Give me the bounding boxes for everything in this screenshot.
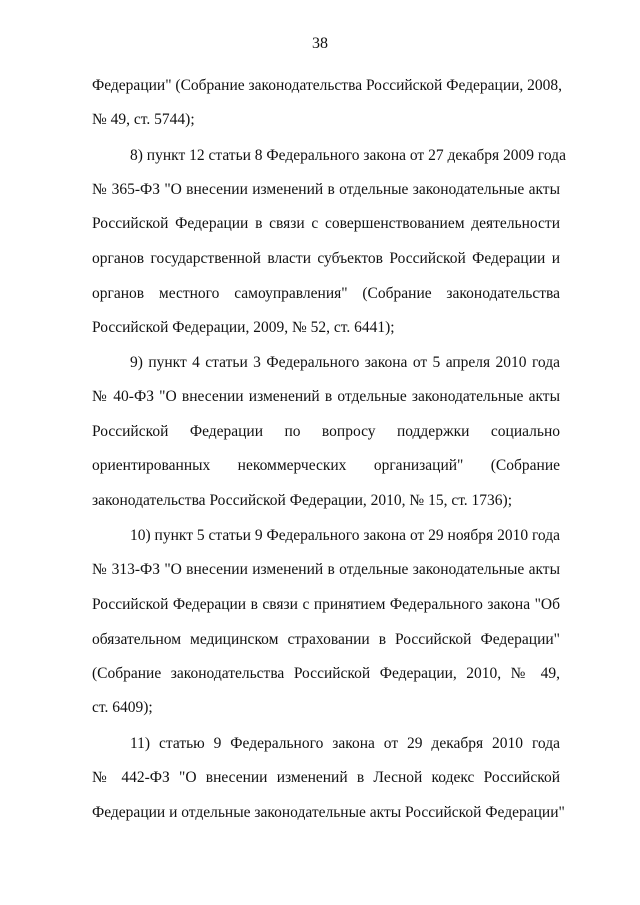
text-line: Федерации и отдельные законодательные акты Российской Федерации" xyxy=(92,804,565,821)
text-line: 9) пункт 4 статьи 3 Федерального закона от 5 апреля 2010 года xyxy=(130,354,560,371)
page-number: 38 xyxy=(312,35,328,52)
text-line: Российской Федерации по вопросу поддержки социально xyxy=(92,423,560,440)
text-line: Федерации" (Собрание законодательства Российской Федерации, 2008, xyxy=(92,77,563,94)
text-line: № 49, ст. 5744); xyxy=(92,111,195,128)
text-line: обязательном медицинском страховании в Российской Федерации" xyxy=(92,631,560,648)
text-line: (Собрание законодательства Российской Федерации, 2010, № 49, xyxy=(92,665,560,682)
text-line: Российской Федерации в связи с принятием Федерального закона "Об xyxy=(92,596,560,613)
text-line: ориентированных некоммерческих организаций" (Собрание xyxy=(92,457,560,474)
text-line: Российской Федерации в связи с совершенствованием деятельности xyxy=(92,215,560,232)
text-line: № 365-ФЗ "О внесении изменений в отдельные законодательные акты xyxy=(92,181,560,198)
text-line: 10) пункт 5 статьи 9 Федерального закона от 29 ноября 2010 года xyxy=(130,527,560,544)
text-line: органов местного самоуправления" (Собрание законодательства xyxy=(92,285,560,302)
text-line: 11) статью 9 Федерального закона от 29 декабря 2010 года xyxy=(130,735,560,752)
text-line: Российской Федерации, 2009, № 52, ст. 6441); xyxy=(92,319,395,336)
text-line: ст. 6409); xyxy=(92,699,153,716)
text-line: № 313-ФЗ "О внесении изменений в отдельные законодательные акты xyxy=(92,561,560,578)
text-line: 8) пункт 12 статьи 8 Федерального закона от 27 декабря 2009 года xyxy=(130,147,566,164)
text-line: законодательства Российской Федерации, 2010, № 15, ст. 1736); xyxy=(92,492,513,509)
text-line: № 442-ФЗ "О внесении изменений в Лесной кодекс Российской xyxy=(92,769,560,786)
text-line: органов государственной власти субъектов Российской Федерации и xyxy=(92,250,560,267)
text-line: № 40-ФЗ "О внесении изменений в отдельные законодательные акты xyxy=(92,388,560,405)
